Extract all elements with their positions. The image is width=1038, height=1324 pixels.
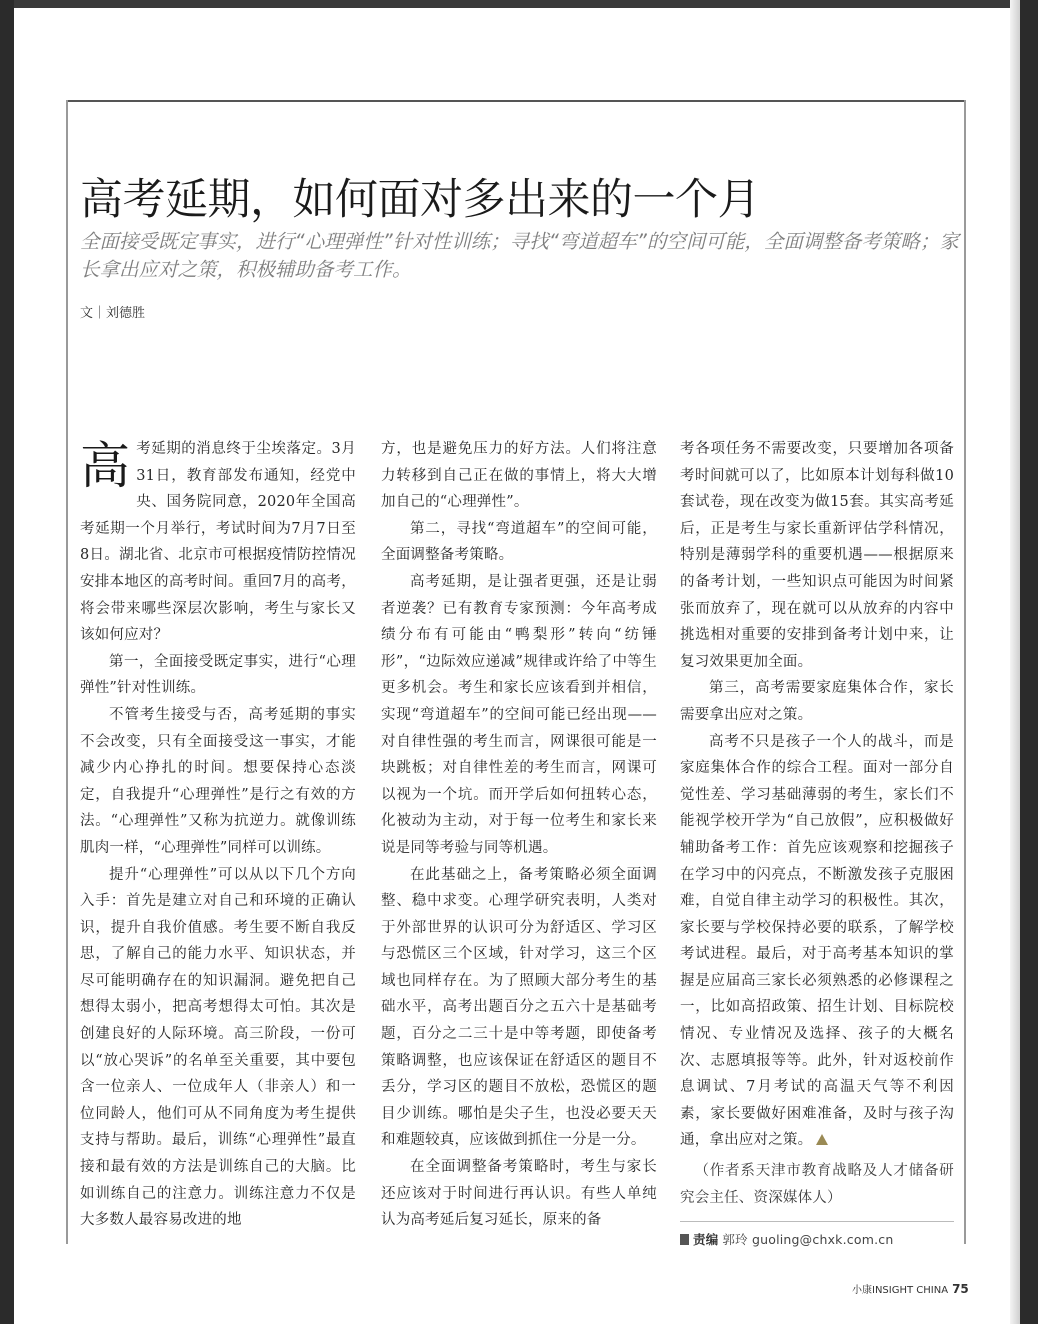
editor-info: 郭玲 guoling@chxk.com.cn xyxy=(722,1232,894,1248)
body-paragraph: 在此基础之上，备考策略必须全面调整、稳中求变。心理学研究表明，人类对于外部世界的认识可分为舒适区、学习区与恐慌区三个区域，针对学习，这三个区域也同样存在。为了照顾大部分考生的基础水平，高考出题百分之五六十是基础考题，百分之二三十是中等考题，即使备考策略调整，也应该保证在舒适区的题目不丢分，学习区的题目不放松，恐慌区的题目少训练。哪怕是尖子生，也没必要天天和难题较真，应该做到抓住一分是一分。 xyxy=(381,866,657,1149)
triangle-end-mark-icon xyxy=(816,1134,828,1145)
page-footer xyxy=(852,1281,969,1299)
page-number: 75 xyxy=(952,1282,969,1296)
section-heading-2: 第二，寻找“弯道超车”的空间可能，全面调整备考策略。 xyxy=(381,520,657,564)
article-subtitle: 全面接受既定事实，进行“心理弹性”针对性训练；寻找“弯道超车”的空间可能，全面调整备考策略；家长拿出应对之策，积极辅助备考工作。 xyxy=(80,230,959,281)
body-paragraph: 提升“心理弹性”可以从以下几个方向入手：首先是建立对自己和环境的正确认识，提升自我价值感。考生要不断自我反思，了解自己的能力水平、知识状态，并尽可能明确存在的知识漏洞。避免把自己想得太弱小，把高考想得太可怕。其次是创建良好的人际环境。高三阶段，一份可以“放心哭诉”的名单至关重要，其中要包含一位亲人、一位成年人（非亲人）和一位同龄人，他们可从不同角度为考生提供支持与帮助。最后，训练“心理弹性”最直接和最有效的方法是训练自己的大脑。比如训练自己的注意力。训练注意力不仅是大多数人最容易改进的地 xyxy=(80,866,356,1229)
editor-square-icon xyxy=(680,1234,689,1245)
body-paragraph xyxy=(80,436,356,649)
body-paragraph: 考各项任务不需要改变，只要增加各项备考时间就可以了，比如原本计划每科做10套试卷，现在改变为做15套。其实高考延后，正是考生与家长重新评估学科情况，特别是薄弱学科的重要机遇——根据原来的备考计划，一些知识点可能因为时间紧张而放弃了，现在就可以从放弃的内容中挑选相对重要的安排到备考计划中来，让复习效果更加全面。 xyxy=(680,441,954,670)
body-paragraph xyxy=(680,729,954,1155)
magazine-name: 小康INSIGHT CHINA xyxy=(852,1285,949,1296)
page-edge-shadow xyxy=(1010,0,1020,1324)
body-paragraph-text: 高考不只是孩子一个人的战斗，而是家庭集体合作的综合工程。面对一部分自觉性差、学习基础薄弱的考生，家长们不能视学校开学为“自己放假”，应积极做好辅助备考工作：首先应该观察和挖掘孩子在学习中的闪亮点，不断激发孩子克服困难，自觉自律主动学习的积极性。其次，家长要与学校保持必要的联系，了解学校考试进程。最后，对于高考基本知识的掌握是应届高三家长必须熟悉的必修课程之一，比如高招政策、招生计划、目标院校情况、专业情况及选择、孩子的大概名次、志愿填报等等。此外，针对返校前作息调试、7月考试的高温天气等不利因素，家长要做好困难准备，及时与孩子沟通，拿出应对之策。 xyxy=(680,733,954,1149)
body-paragraph: 不管考生接受与否，高考延期的事实不会改变，只有全面接受这一事实，才能减少内心挣扎的时间。想要保持心态淡定，自我提升“心理弹性”是行之有效的方法。“心理弹性”又称为抗逆力。就像训练肌肉一样，“心理弹性”同样可以训练。 xyxy=(80,706,356,856)
body-column-2 xyxy=(381,436,657,1234)
body-column-1 xyxy=(80,436,356,1234)
editor-label: 责编 xyxy=(693,1232,719,1248)
body-paragraph: 方，也是避免压力的好方法。人们将注意力转移到自己正在做的事情上，将大大增加自己的“心理弹性”。 xyxy=(381,441,657,511)
section-heading-1: 第一，全面接受既定事实，进行“心理弹性”针对性训练。 xyxy=(80,653,356,697)
article-top-rule xyxy=(66,100,966,102)
article-byline: 文｜刘德胜 xyxy=(80,306,146,321)
body-paragraph-text: 考延期的消息终于尘埃落定。3月31日，教育部发布通知，经党中央、国务院同意，2020年全国高考延期一个月举行，考试时间为7月7日至8日。湖北省、北京市可根据疫情防控情况安排本地区的高考时间。重回7月的高考，将会带来哪些深层次影响，考生与家长又该如何应对？ xyxy=(80,441,356,644)
section-heading-3: 第三，高考需要家庭集体合作，家长需要拿出应对之策。 xyxy=(680,680,954,723)
scan-frame-right xyxy=(1020,0,1038,1324)
drop-cap: 高 xyxy=(80,437,131,495)
body-paragraph: 在全面调整备考策略时，考生与家长还应该对于时间进行再认识。有些人单纯认为高考延后复习延长，原来的备 xyxy=(381,1159,657,1229)
article-title: 高考延期，如何面对多出来的一个月 xyxy=(80,175,760,225)
scan-frame-top xyxy=(14,0,1020,8)
article-left-rule xyxy=(66,100,68,1244)
author-note: （作者系天津市教育战略及人才储备研究会主任、资深媒体人） xyxy=(680,1163,954,1206)
body-paragraph: 高考延期，是让强者更强，还是让弱者逆袭？已有教育专家预测：今年高考成绩分布有可能由“鸭梨形”转向“纺锤形”，“边际效应递减”规律或许给了中等生更多机会。考生和家长应该看到并相信，实现“弯道超车”的空间可能已经出现——对自律性强的考生而言，网课很可能是一块跳板；对自律性差的考生而言，网课可以视为一个坑。而开学后如何扭转心态，化被动为主动，对于每一位考生和家长来说是同等考验与同等机遇。 xyxy=(381,573,657,856)
body-column-3 xyxy=(680,436,954,1250)
editor-credit xyxy=(680,1221,954,1250)
article-right-rule xyxy=(964,100,966,1244)
scan-frame-left xyxy=(0,0,14,1324)
